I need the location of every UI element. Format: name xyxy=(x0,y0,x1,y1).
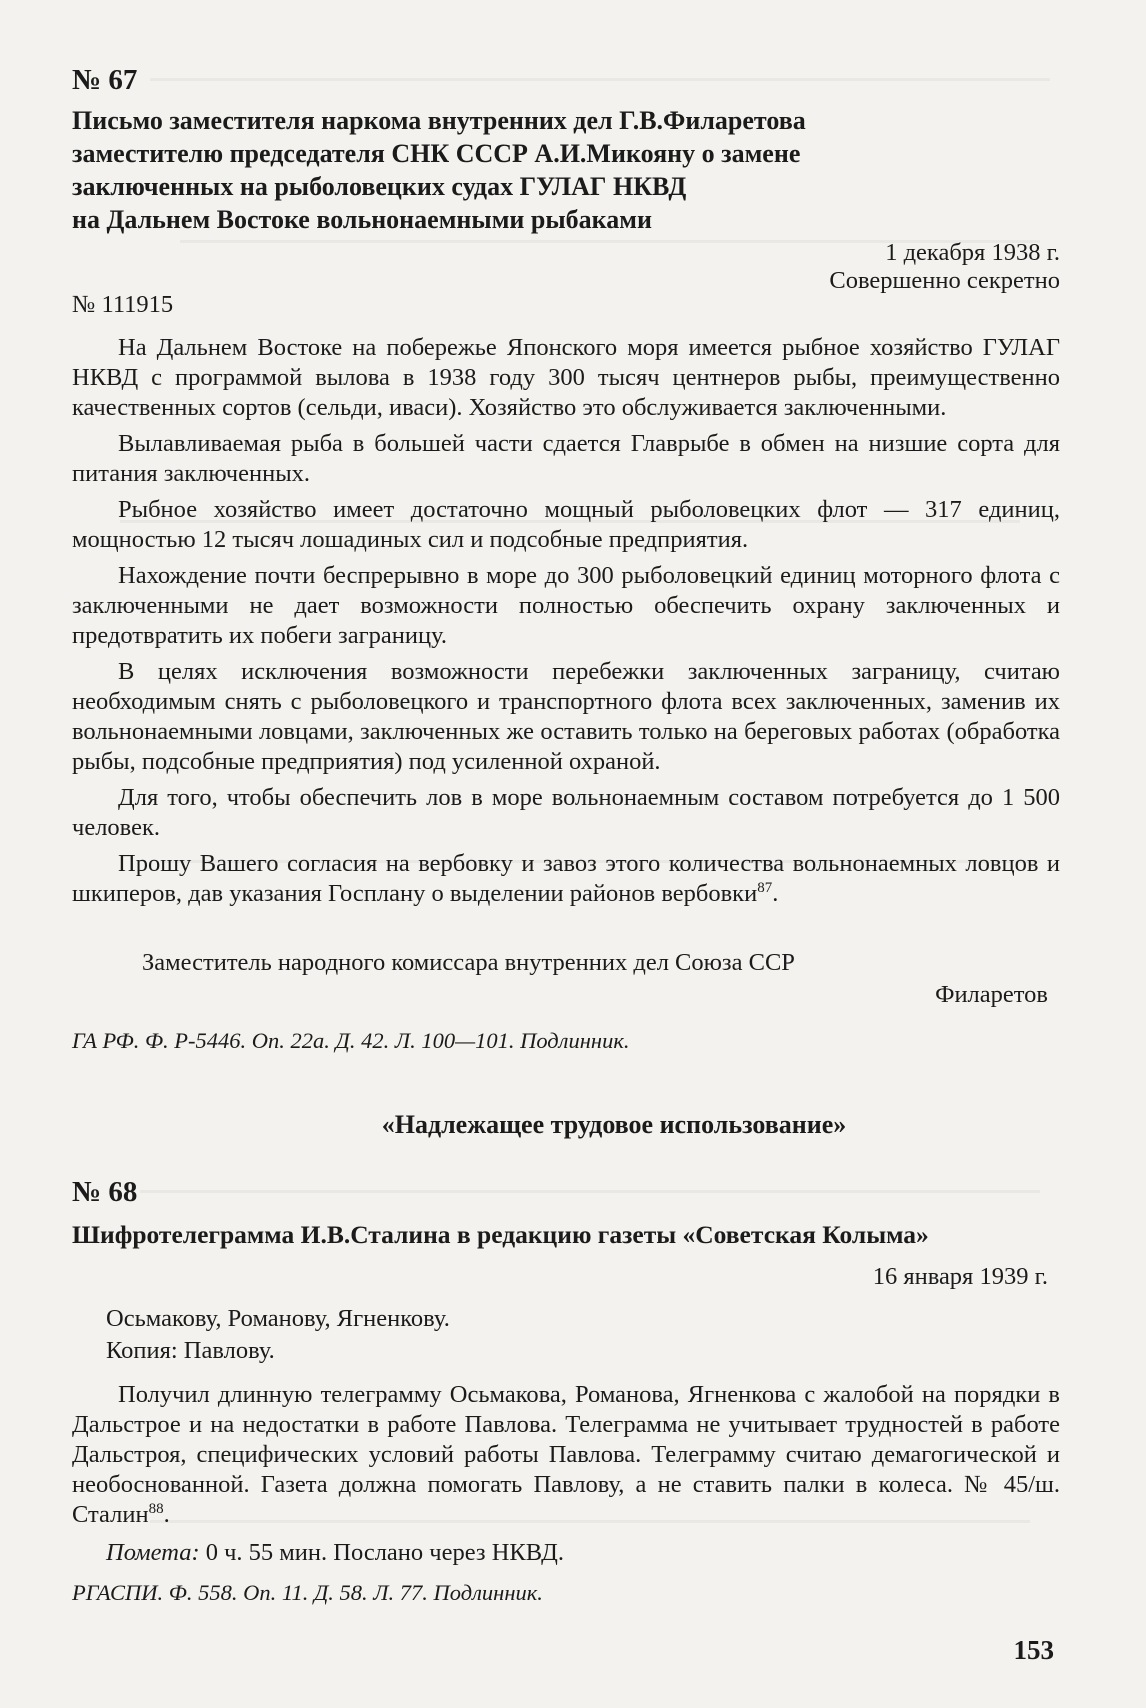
doc67-date: 1 декабря 1938 г. xyxy=(885,239,1060,266)
doc67-title-line: заключенных на рыболовецких судах ГУЛАГ НКВД xyxy=(72,172,687,201)
doc67-number: № 67 xyxy=(72,64,138,96)
doc67-signature-name: Филаретов xyxy=(935,981,1048,1008)
doc68-number: № 68 xyxy=(72,1176,138,1208)
footnote-marker: 87 xyxy=(757,879,773,896)
doc67-title-line: Письмо заместителя наркома внутренних дел Г.В.Филаретова xyxy=(72,106,806,135)
doc67-paragraph: Рыбное хозяйство имеет достаточно мощный рыболовецких флот — 317 единиц, мощностью 12 тысяч лошадиных сил и подсобные предприятия. xyxy=(72,496,1060,553)
doc68-copy: Копия: Павлову. xyxy=(106,1337,275,1364)
doc67-title-line: заместителю председателя СНК СССР А.И.Микояну о замене xyxy=(72,139,801,168)
doc68-note-label: Помета: xyxy=(106,1539,200,1566)
doc68-addressees: Осьмакову, Романову, Ягненкову. xyxy=(106,1305,450,1332)
doc67-body xyxy=(72,333,1060,909)
doc68-paragraph: Получил длинную телеграмму Осьмакова, Романова, Ягненкова с жалобой на порядки в Дальстрое и на недостатки в работе Павлова. Телеграмма не учитывает трудностей в работе Дальстроя, специфических условий работы Павлова. Телеграмму считаю демагогической и необоснованной. Газета должна помогать Павлову, а не ставить палки в колеса. № 45/ш. Сталин$^{88}$. xyxy=(72,1381,1060,1528)
doc67-paragraph: Нахождение почти беспрерывно в море до 300 рыболовецкий единиц моторного флота с заключенными не дает возможности полностью обеспечить охрану заключенных и предотвратить их побеги заграницу. xyxy=(72,562,1060,649)
doc67-paragraph: На Дальнем Востоке на побережье Японского моря имеется рыбное хозяйство ГУЛАГ НКВД с программой вылова в 1938 году 300 тысяч центнеров рыбы, преимущественно качественных сортов (сельди, иваси). Хозяйство это обслуживается заключенными. xyxy=(72,334,1060,421)
doc67-paragraph: В целях исключения возможности перебежки заключенных заграницу, считаю необходимым снять с рыболовецкого и транспортного флота всех заключенных, заменив их вольнонаемными ловцами, заключенных же оставить только на береговых работах (обработка рыбы, подсобные предприятия) под усиленной охраной. xyxy=(72,658,1060,775)
doc67-classification: Совершенно секретно xyxy=(829,267,1060,294)
doc67-paragraph: Вылавливаемая рыба в большей части сдается Главрыбе в обмен на низшие сорта для питания заключенных. xyxy=(72,430,1060,487)
doc67-title-line: на Дальнем Востоке вольнонаемными рыбаками xyxy=(72,205,652,234)
doc68-note-text: 0 ч. 55 мин. Послано через НКВД. xyxy=(205,1539,564,1566)
doc67-last-paragraph: Прошу Вашего согласия на вербовку и завоз этого количества вольнонаемных ловцов и шкиперов, дав указания Госплану о выделении районов вербовки$^{87}$. xyxy=(72,850,1060,907)
doc67-paragraph: Для того, чтобы обеспечить лов в море вольнонаемным составом потребуется до 1 500 человек. xyxy=(72,784,1060,841)
doc68-body xyxy=(72,1380,1060,1530)
doc67-signature-position: Заместитель народного комиссара внутренних дел Союза ССР xyxy=(142,949,795,976)
doc68-note xyxy=(72,1538,1060,1568)
footnote-marker: 88 xyxy=(148,1500,164,1517)
doc67-last-paragraph-text: Прошу Вашего согласия на вербовку и завоз этого количества вольнонаемных ловцов и шкиперов, дав указания Госплану о выделении районов вербовки xyxy=(72,850,1060,907)
doc68-body-text: Получил длинную телеграмму Осьмакова, Романова, Ягненкова с жалобой на порядки в Дальстрое и на недостатки в работе Павлова. Телеграмма не учитывает трудностей в работе Дальстроя, специфических условий работы Павлова. Телеграмму считаю демагогической и необоснованной. Газета должна помогать Павлову, а не ставить палки в колеса. № 45/ш. Сталин xyxy=(72,1381,1060,1528)
doc67-title xyxy=(72,104,1060,236)
section-title: «Надлежащее трудовое использование» xyxy=(381,1110,847,1139)
page-number: 153 xyxy=(1013,1635,1054,1665)
doc67-ref-number: № 111915 xyxy=(72,291,174,318)
doc67-source: ГА РФ. Ф. Р-5446. Оп. 22а. Д. 42. Л. 100—101. Подлинник. xyxy=(72,1028,630,1053)
doc68-date: 16 января 1939 г. xyxy=(872,1263,1048,1290)
doc68-source: РГАСПИ. Ф. 558. Оп. 11. Д. 58. Л. 77. Подлинник. xyxy=(72,1580,543,1605)
doc68-title: Шифротелеграмма И.В.Сталина в редакцию газеты «Советская Колыма» xyxy=(72,1220,929,1249)
